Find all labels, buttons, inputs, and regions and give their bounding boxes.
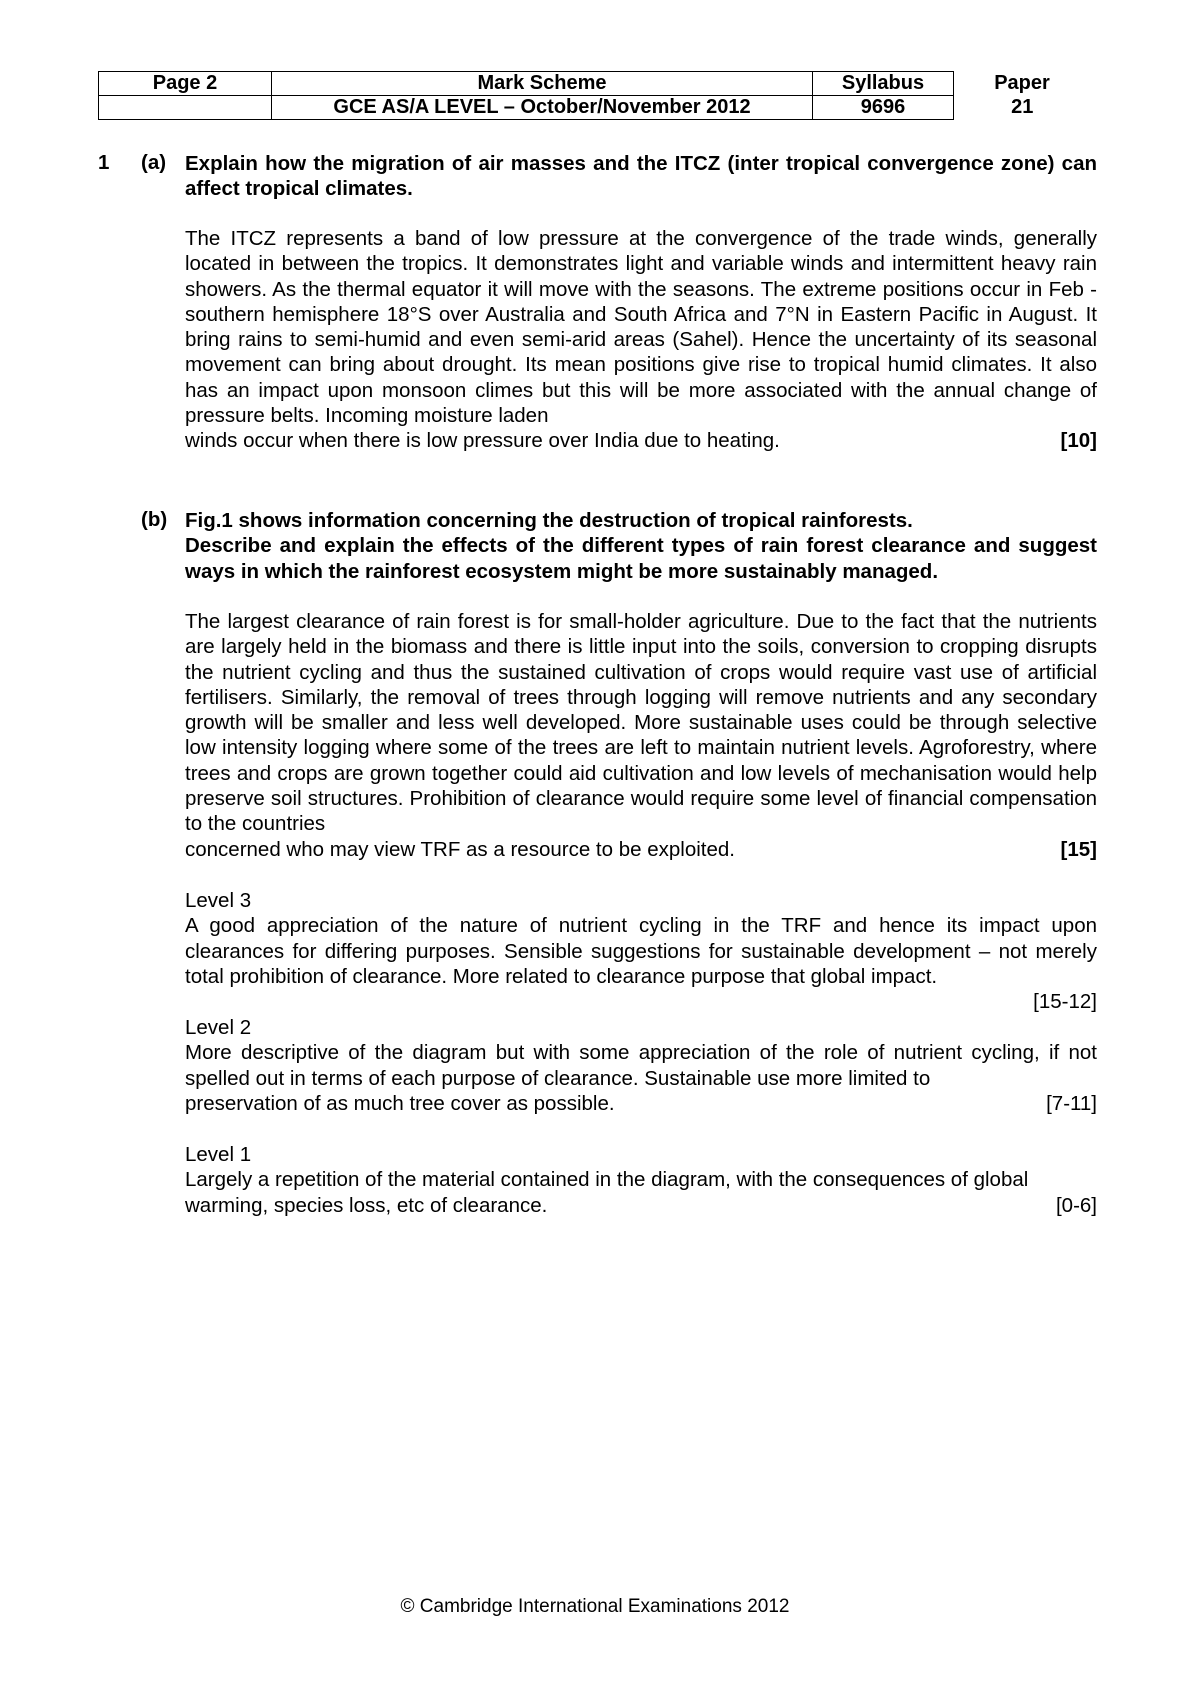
exam-name: GCE AS/A LEVEL – October/November 2012 [272, 96, 813, 120]
paper-label: Paper [994, 72, 1050, 94]
empty-cell [99, 96, 272, 120]
level-3-text: A good appreciation of the nature of nutrient cycling in the TRF and hence its impact upon clearances for differing purposes. Sensible suggestions for sustainable development – not merely total prohibition of clearance. More related to clearance purpose that global impact. [185, 914, 1097, 988]
part-a-question: Explain how the migration of air masses and the ITCZ (inter tropical convergence zone) can affect tropical climates. [185, 152, 1097, 201]
level-1-text-last: warming, species loss, etc of clearance. [185, 1193, 548, 1217]
level-2-block [185, 1015, 1097, 1116]
part-a-label: (a) [141, 151, 167, 174]
part-a-answer-lastline [185, 428, 1097, 453]
part-b-answer [185, 609, 1097, 862]
level-1-block [185, 1142, 1097, 1218]
document-title: Mark Scheme [272, 72, 813, 96]
part-b-marks: [15] [1060, 837, 1097, 861]
level-1-title: Level 1 [185, 1143, 252, 1166]
part-a-answer-last: winds occur when there is low pressure over India due to heating. [185, 429, 780, 453]
part-b-answer-text: The largest clearance of rain forest is for small-holder agriculture. Due to the fact that the nutrients are largely held in the biomass and there is little input into the soils, conversion to cropping disrupts the nutrient cycling and thus the sustained cultivation of crops would require vast use of artificial fertilisers. Similarly, the removal of trees through logging will remove nutrients and any secondary growth will be smaller and less well developed. More sustainable uses could be through selective low intensity logging where some of the trees are left to maintain nutrient levels. Agroforestry, where trees and crops are grown together could aid cultivation and low levels of mechanisation would help preserve soil structures. Prohibition of clearance would require some level of financial compensation to the countries [185, 610, 1097, 836]
question-number: 1 [98, 151, 110, 174]
part-b-answer-last: concerned who may view TRF as a resource to be exploited. [185, 837, 735, 861]
part-b-question-line1: Fig.1 shows information concerning the destruction of tropical rainforests. [185, 509, 913, 532]
level-2-lastline [185, 1091, 1097, 1116]
paper-number: 21 [1011, 96, 1034, 118]
level-1-text: Largely a repetition of the material contained in the diagram, with the consequences of global [185, 1168, 1029, 1192]
level-2-range: [7-11] [1046, 1091, 1097, 1115]
level-3-title: Level 3 [185, 889, 252, 912]
level-3-range: [15-12] [1033, 990, 1097, 1014]
level-1-range: [0-6] [1055, 1193, 1097, 1217]
level-2-text: More descriptive of the diagram but with some appreciation of the role of nutrient cycling, if not spelled out in terms of each purpose of clearance. Sustainable use more limited to [185, 1041, 1097, 1090]
syllabus-label: Syllabus [813, 72, 954, 96]
syllabus-code: 9696 [813, 96, 954, 120]
part-a-answer [185, 226, 1097, 454]
part-b-label: (b) [141, 508, 168, 531]
level-1-lastline [185, 1193, 1097, 1218]
level-3-block [185, 888, 1097, 1014]
part-b-question [185, 508, 1097, 584]
part-b-answer-lastline [185, 837, 1097, 862]
page-label: Page 2 [99, 72, 272, 96]
header-table [98, 71, 1091, 120]
level-2-title: Level 2 [185, 1016, 252, 1039]
copyright-footer: © Cambridge International Examinations 2012 [400, 1596, 790, 1617]
part-a-marks: [10] [1060, 429, 1097, 453]
level-2-text-last: preservation of as much tree cover as possible. [185, 1091, 615, 1115]
part-b-question-line2: Describe and explain the effects of the different types of rain forest clearance and suggest ways in which the rainforest ecosystem might be more sustainably managed. [185, 534, 1097, 583]
part-a-answer-text: The ITCZ represents a band of low pressure at the convergence of the trade winds, generally located in between the tropics. It demonstrates light and variable winds and intermittent heavy rain showers. As the thermal equator it will move with the seasons. The extreme positions occur in Feb - southern hemisphere 18°S over Australia and South Africa and 7°N in Eastern Pacific in August. It bring rains to semi-humid and even semi-arid areas (Sahel). Hence the uncertainty of its seasonal movement can bring about drought. Its mean positions give rise to tropical humid climates. It also has an impact upon monsoon climes but this will be more associated with the annual change of pressure belts. Incoming moisture laden [185, 227, 1097, 428]
